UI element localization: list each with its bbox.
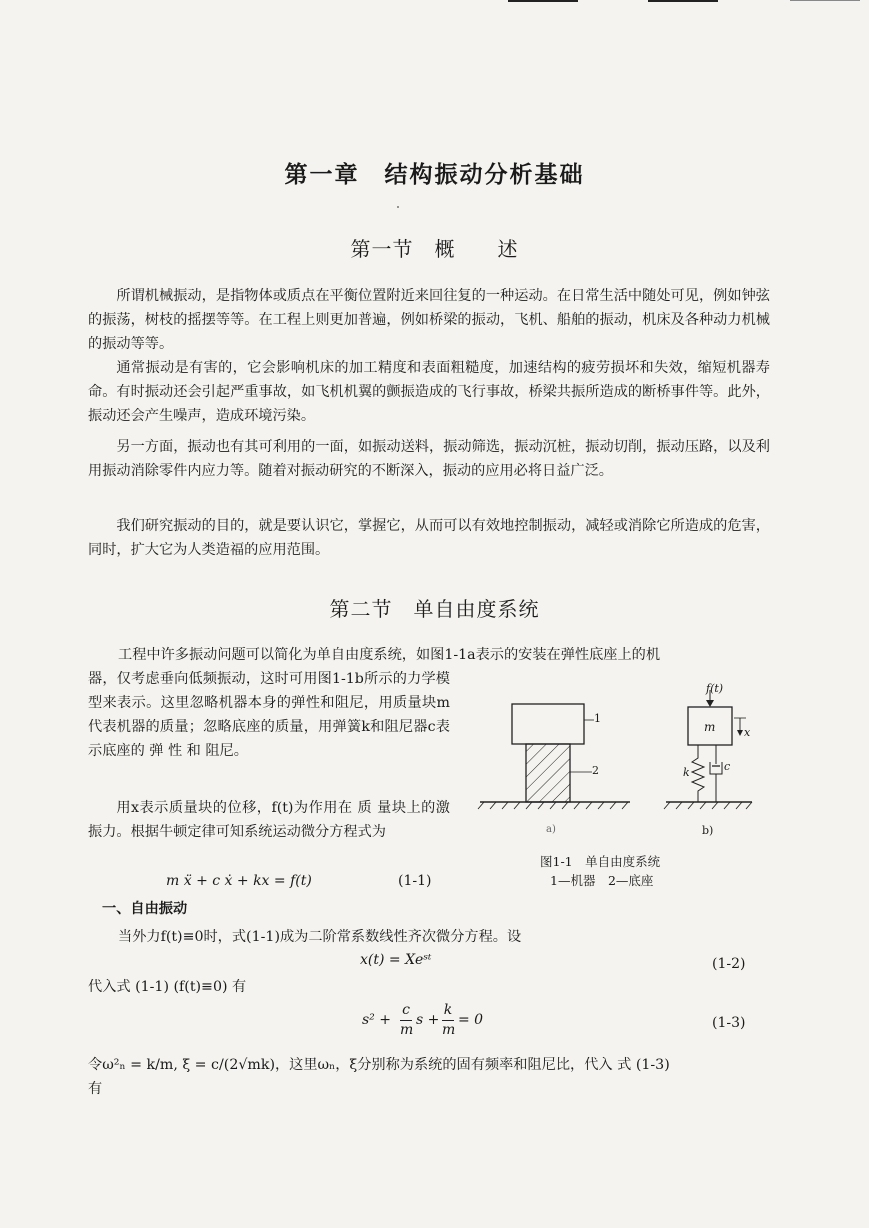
fig-sublabel: b): [702, 824, 714, 837]
paragraph: 通常振动是有害的，它会影响机床的加工精度和表面粗糙度，加速结构的疲劳损坏和失效，缩短机器寿命。有时振动还会引起严重事故，如飞机机翼的颤振造成的飞行事故，桥梁共振所造成的断桥事件等。此外，振动还会产生噪声，造成环境污染。: [88, 360, 770, 424]
ground-hatch-b: [664, 802, 752, 809]
fig-sublabel: a): [546, 824, 556, 835]
fig-label: m: [704, 720, 716, 734]
base-pad: [526, 744, 570, 802]
scan-speck: [397, 206, 399, 208]
equation-1-3: [362, 1002, 502, 1042]
frac-numerator: c: [402, 1002, 410, 1018]
spring: [692, 745, 704, 802]
figure-caption: 图1-1 单自由度系统: [540, 854, 661, 869]
ground-hatch-a: [478, 802, 628, 809]
equation-1-2: x(t) = Xeˢᵗ: [360, 952, 432, 968]
header-rule: [790, 0, 860, 1]
figure-1-1: [470, 680, 770, 880]
fig-label: x: [744, 726, 751, 739]
text-line: 代入式 (1-1) (f(t)≡0) 有: [88, 979, 247, 995]
section-1-title: 第一节 概 述: [350, 237, 519, 261]
text-line: 当外力f(t)≡0时，式(1-1)成为二阶常系数线性齐次微分方程。设: [118, 929, 522, 945]
eq-term: s +: [416, 1012, 440, 1028]
disp-arrowhead: [737, 730, 743, 736]
equation-1-1: m ẍ + c ẋ + kx = f(t): [166, 873, 312, 889]
paragraph: 用x表示质量块的位移，f(t)为作用在 质 量块上的激振力。根据牛顿定律可知系统运动微分方程式为: [88, 800, 450, 840]
frac-bar: [442, 1020, 454, 1021]
header-rule: [648, 0, 718, 2]
intro-line: 工程中许多振动问题可以简化为单自由度系统，如图1-1a表示的安装在弹性底座上的机: [118, 647, 661, 663]
frac-bar: [400, 1020, 412, 1021]
paragraph: 另一方面，振动也有其可利用的一面，如振动送料，振动筛选，振动沉桩，振动切削，振动压路，以及利用振动消除零件内应力等。随着对振动研究的不断深入，振动的应用必将日益广泛。: [88, 439, 770, 479]
text-line: 有: [88, 1081, 103, 1097]
machine-block: [512, 704, 584, 744]
equation-number: (1-2): [712, 956, 746, 972]
frac-denominator: m: [442, 1022, 456, 1038]
paragraph: 我们研究振动的目的，就是要认识它，掌握它，从而可以有效地控制振动，减轻或消除它所造成的危害，同时，扩大它为人类造福的应用范围。: [88, 518, 770, 558]
equation-number: (1-3): [712, 1015, 746, 1031]
fig-label: 2: [592, 764, 599, 777]
text-line: 令ω²ₙ = k/m, ξ = c/(2√mk)，这里ωₙ，ξ分别称为系统的固有频率和阻尼比，代入 式 (1-3): [88, 1057, 670, 1073]
section-2-title: 第二节 单自由度系统: [329, 597, 540, 621]
figure-drawing: [470, 680, 770, 880]
frac-numerator: k: [443, 1002, 453, 1018]
eq-term: = 0: [458, 1012, 484, 1028]
equation-number: (1-1): [398, 873, 432, 889]
fig-label: f(t): [706, 682, 724, 695]
figure-caption-legend: 1—机器 2—底座: [550, 873, 654, 888]
chapter-title: 第一章 结构振动分析基础: [284, 161, 585, 188]
frac-denominator: m: [400, 1022, 414, 1038]
fig-label: 1: [594, 712, 601, 725]
fig-label: k: [683, 766, 690, 779]
fig-label: c: [724, 760, 731, 773]
force-arrowhead: [706, 700, 714, 707]
intro-paragraph: 器，仅考虑垂向低频振动，这时可用图1-1b所示的力学模型来表示。这里忽略机器本身的弹性和阻尼，用质量块m代表机器的质量；忽略底座的质量，用弹簧k和阻尼器c表示底座的 弹 性 和 阻尼。: [88, 671, 450, 759]
subsection-title: 一、自由振动: [102, 901, 188, 917]
paragraph: 所谓机械振动，是指物体或质点在平衡位置附近来回往复的一种运动。在日常生活中随处可见，例如钟弦的振荡，树枝的摇摆等等。在工程上则更加普遍，例如桥梁的振动，飞机、船舶的振动，机床及各种动力机械的振动等等。: [88, 288, 770, 352]
header-rule: [508, 0, 578, 2]
eq-term: s² +: [362, 1012, 391, 1028]
